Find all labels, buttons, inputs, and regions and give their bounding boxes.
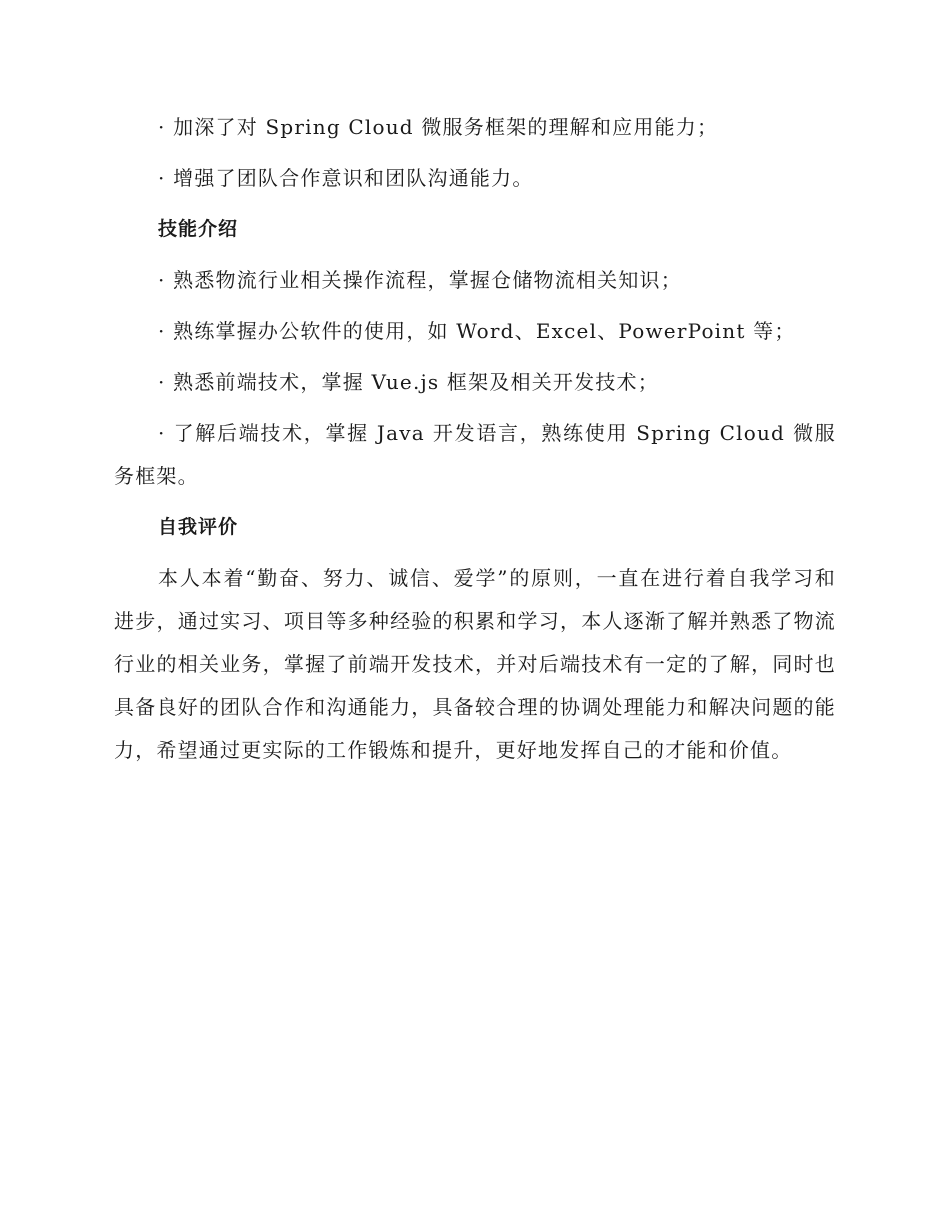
self-evaluation-body: 本人本着“勤奋、努力、诚信、爱学”的原则，一直在进行着自我学习和进步，通过实习、项目等多种经验的积累和学习，本人逐渐了解并熟悉了物流行业的相关业务，掌握了前端开发技术，并对后端技术有一定的了解，同时也具备良好的团队合作和沟通能力，具备较合理的协调处理能力和解决问题的能力，希望通过更实际的工作锻炼和提升，更好地发挥自己的才能和价值。 xyxy=(114,566,836,762)
skill-item-2: · 熟练掌握办公软件的使用，如 Word、Excel、PowerPoint 等； xyxy=(158,319,796,343)
document-content xyxy=(114,106,836,772)
skill-item-1: · 熟悉物流行业相关操作流程，掌握仓储物流相关知识； xyxy=(158,268,682,292)
skill-item-4: · 了解后端技术，掌握 Java 开发语言，熟练使用 Spring Cloud 微服务框架。 xyxy=(114,421,836,488)
self-evaluation-heading: 自我评价 xyxy=(158,516,239,538)
skill-item-3: · 熟悉前端技术，掌握 Vue.js 框架及相关开发技术； xyxy=(158,370,659,394)
achievement-item-1: · 加深了对 Spring Cloud 微服务框架的理解和应用能力； xyxy=(158,115,719,139)
achievement-item-2: · 增强了团队合作意识和团队沟通能力。 xyxy=(158,166,534,190)
skills-heading: 技能介绍 xyxy=(158,218,239,240)
